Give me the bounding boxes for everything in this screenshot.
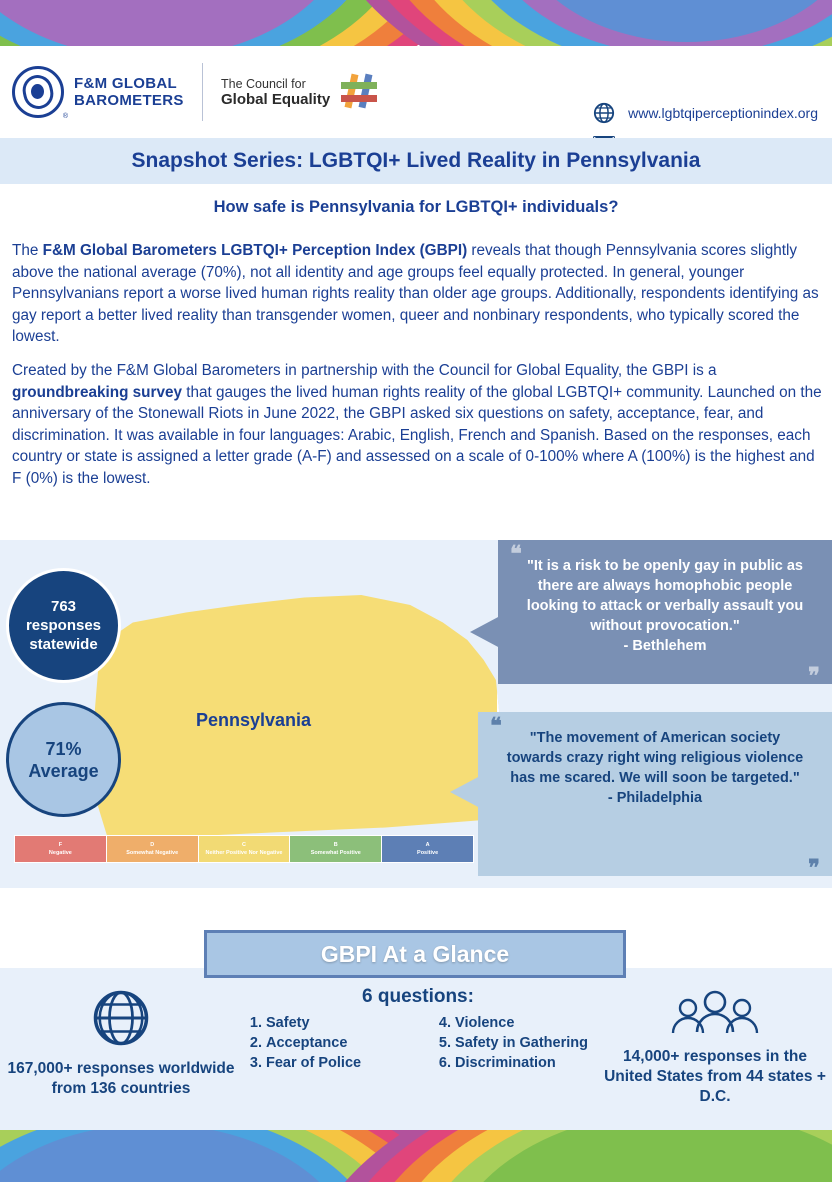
question-item: 6. Discrimination xyxy=(455,1054,588,1073)
worldwide-caption: 167,000+ responses worldwide from 136 countries xyxy=(7,1060,235,1097)
website-text: www.lgbtqiperceptionindex.org xyxy=(628,105,818,121)
scale-label-a: Positive xyxy=(417,850,439,856)
title-bar xyxy=(0,138,832,184)
cge-logo xyxy=(221,72,380,112)
us-caption: 14,000+ responses in the United States from 44 states + D.C. xyxy=(604,1048,826,1105)
fm-globe-icon: ® xyxy=(10,64,66,120)
p1-post: reveals that though Pennsylvania scores slightly above the national average (70%), not all identity and age groups feel equally protected. In general, younger Pennsylvanians report a worse lived human rights reality than older age groups. Additionally, respondents identifying as gay report a better lived reality than transgender women, queer and nonbinary respondents, who typically scored the lowest. xyxy=(12,242,819,345)
people-icon xyxy=(600,988,830,1041)
scale-grade-b: B xyxy=(333,842,338,848)
question-item: 1. Safety xyxy=(266,1014,361,1033)
grade-scale xyxy=(14,835,474,863)
questions-list-right xyxy=(455,1014,588,1074)
logo-divider xyxy=(202,63,203,121)
glance-banner-label: GBPI At a Glance xyxy=(320,940,510,967)
scale-item-c xyxy=(199,836,291,862)
questions-block xyxy=(248,986,588,1074)
responses-count: 763 xyxy=(50,598,77,615)
scale-label-d: Somewhat Negative xyxy=(126,850,179,856)
questions-title: 6 questions: xyxy=(362,986,474,1007)
scale-grade-d: D xyxy=(150,842,155,848)
scale-grade-f: F xyxy=(58,842,63,848)
p2-pre: Created by the F&M Global Barometers in partnership with the Council for Global Equality, the GBPI is a xyxy=(12,362,717,379)
quote-close-icon-1: ❞ xyxy=(808,663,820,688)
paragraph-2 xyxy=(12,360,822,489)
page-subtitle: How safe is Pennsylvania for LGBTQI+ individuals? xyxy=(213,198,619,216)
page-title: Snapshot Series: LGBTQI+ Lived Reality in Pennsylvania xyxy=(131,149,701,172)
globe-icon-large xyxy=(6,988,236,1053)
state-label: Pennsylvania xyxy=(196,710,312,730)
p1-pre: The xyxy=(12,242,43,259)
scale-grade-a: A xyxy=(425,842,430,848)
average-badge xyxy=(6,702,121,817)
quote-card-1 xyxy=(498,540,832,688)
rainbow-banner-bottom xyxy=(0,1130,832,1182)
glance-banner xyxy=(204,930,626,978)
rainbow-banner-top xyxy=(0,0,832,46)
average-value: 71% xyxy=(45,738,82,759)
worldwide-stat xyxy=(6,988,236,1099)
scale-item-d xyxy=(107,836,199,862)
p2-bold: groundbreaking survey xyxy=(12,383,183,401)
map-section xyxy=(0,540,832,888)
cge-line2: Global Equality xyxy=(221,91,331,108)
scale-item-a xyxy=(382,836,473,862)
us-stat xyxy=(600,988,830,1107)
quote-2-text: "The movement of American society towards crazy right wing religious violence has me scared. We will soon be targeted." xyxy=(506,730,804,786)
average-word: Average xyxy=(28,760,99,781)
scale-label-b: Somewhat Positive xyxy=(310,850,361,856)
logo-block xyxy=(0,63,380,121)
scale-item-f xyxy=(15,836,107,862)
scale-label-c: Neither Positive Nor Negative xyxy=(205,850,283,856)
quote-1-text: "It is a risk to be openly gay in public as there are always homophobic people looking to attack or verbally assault you without provocation." xyxy=(526,558,804,634)
cge-line1: The Council for xyxy=(221,77,306,91)
quote-2-tail xyxy=(450,776,480,808)
globe-icon xyxy=(592,102,618,124)
quote-open-icon-1: ❝ xyxy=(510,541,522,566)
website-row[interactable] xyxy=(592,102,818,124)
quote-open-icon-2: ❝ xyxy=(490,713,502,738)
p1-bold: F&M Global Barometers LGBTQI+ Perception Index (GBPI) xyxy=(42,242,468,259)
header-bar xyxy=(0,46,832,138)
responses-scope: statewide xyxy=(29,636,98,653)
paragraph-1 xyxy=(12,240,822,348)
scale-grade-c: C xyxy=(242,842,246,848)
cge-hash-icon xyxy=(340,72,380,112)
quote-close-icon-2: ❞ xyxy=(808,855,820,880)
quote-1-attribution: - Bethlehem xyxy=(623,638,707,654)
responses-badge xyxy=(6,568,121,683)
questions-list-left xyxy=(266,1014,361,1074)
question-item: 5. Safety in Gathering xyxy=(455,1034,588,1053)
question-item: 4. Violence xyxy=(455,1014,588,1033)
question-item: 3. Fear of Police xyxy=(266,1054,361,1073)
quote-1-tail xyxy=(470,616,500,648)
scale-item-b xyxy=(290,836,382,862)
quote-2-attribution: - Philadelphia xyxy=(607,790,703,806)
p2-post: that gauges the lived human rights reality of the global LGBTQI+ community. Launched on the anniversary of the Stonewall Riots in June 2022, the GBPI asked six questions on safety, acceptance, fear, and discrimination. It was available in four languages: Arabic, English, French and Spanish. Based on the responses, each country or state is assigned a letter grade (A-F) and assessed on a scale of 0-100% where A (100%) is the highest and F (0%) is the lowest. xyxy=(12,383,822,487)
quote-card-2 xyxy=(478,712,832,880)
question-item: 2. Acceptance xyxy=(266,1034,361,1053)
glance-section xyxy=(0,888,832,1130)
scale-label-f: Negative xyxy=(48,850,72,856)
responses-word: responses xyxy=(25,617,102,634)
fm-logo-text: F&M GLOBAL BAROMETERS xyxy=(74,75,184,109)
